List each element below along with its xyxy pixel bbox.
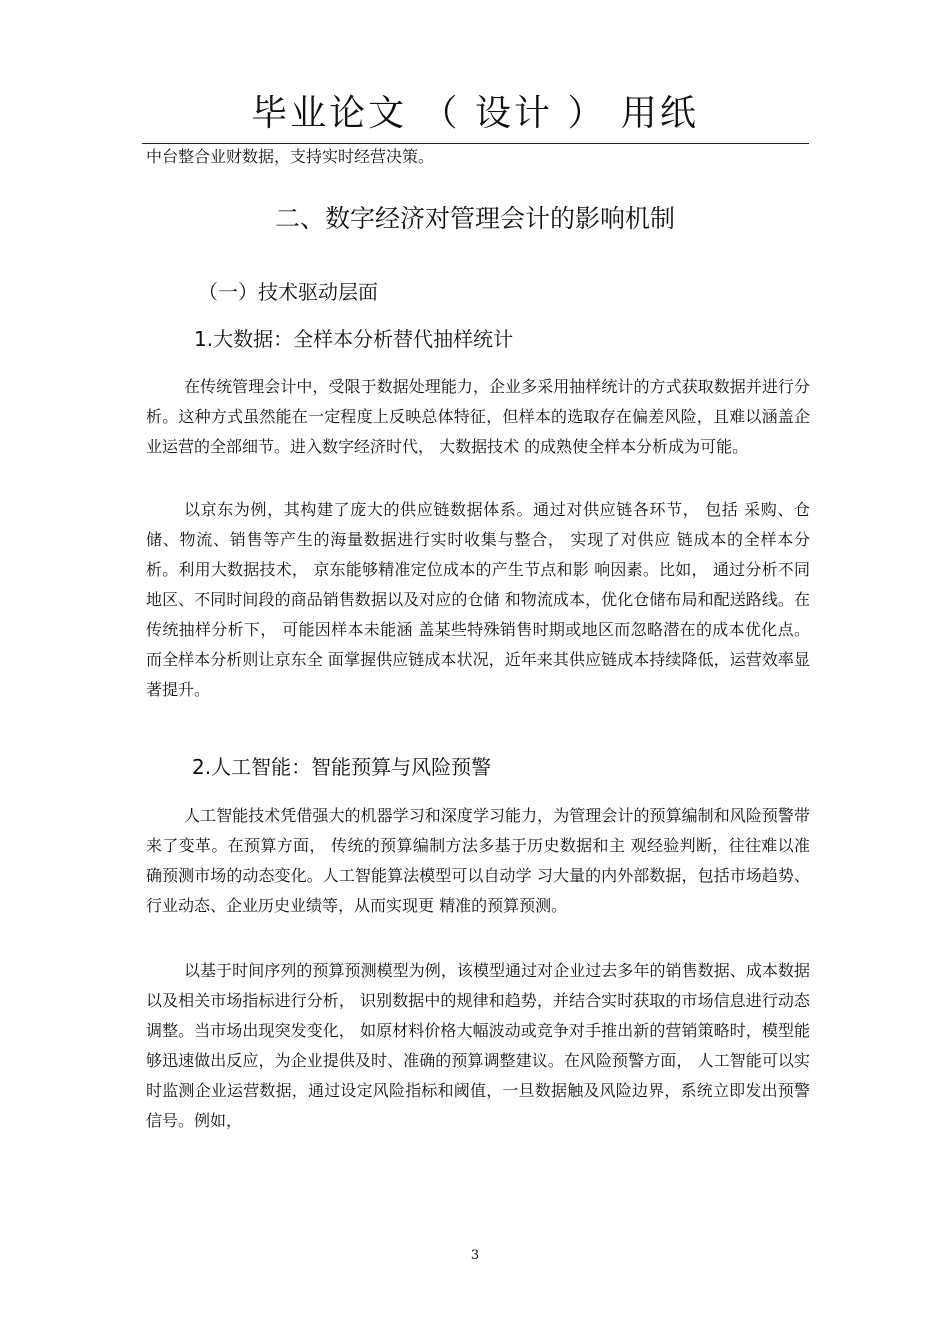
page-number: 3 [470,1248,480,1263]
paragraph-jd-example: 以京东为例，其构建了庞大的供应链数据体系。通过对供应链各环节， 包括 采购、仓储、物流、销售等产生的海量数据进行实时收集与整合， 实现了对供应 链成本的全样本分析。利用大数据技术， 京东能够精准定位成本的产生节点和影 响因素。比如， 通过分析不同地区、不同时间段的商品销售数据以及对应的仓储 和物流成本，优化仓储布局和配送路线。在传统抽样分析下， 可能因样本未能涵 盖某些特殊销售时期或地区而忽略潜在的成本优化点。而全样本分析则让京东全 面掌握供应链成本状况，近年来其供应链成本持续降低，运营效率显著提升。 [146,500,810,699]
subsection-heading-1: 1.大数据：全样本分析替代抽样统计 [194,327,514,351]
section-heading: （一）技术驱动层面 [198,280,378,304]
paragraph-ai-intro: 人工智能技术凭借强大的机器学习和深度学习能力，为管理会计的预算编制和风险预警带来了变革。在预算方面， 传统的预算编制方法多基于历史数据和主 观经验判断，往往难以准确预测市场的动态变化。人工智能算法模型可以自动学 习大量的内外部数据，包括市场趋势、行业动态、企业历史业绩等，从而实现更 精准的预算预测。 [146,806,810,915]
page-header-title: 毕业论文 （ 设计 ） 用纸 [251,93,699,134]
continuation-text: 中台整合业财数据，支持实时经营决策。 [146,147,435,166]
subsection-heading-2: 2.人工智能：智能预算与风险预警 [192,755,492,779]
paragraph-time-series-model: 以基于时间序列的预算预测模型为例，该模型通过对企业过去多年的销售数据、成本数据以及相关市场指标进行分析， 识别数据中的规律和趋势，并结合实时获取的市场信息进行动态调整。当市场出现突发变化， 如原材料价格大幅波动或竞争对手推出新的营销策略时，模型能够迅速做出反应，为企业提供及时、准确的预算调整建议。在风险预警方面， 人工智能可以实时监测企业运营数据，通过设定风险指标和阈值，一旦数据触及风险边界，系统立即发出预警信号。例如， [146,961,810,1130]
chapter-heading: 二、数字经济对管理会计的影响机制 [274,204,675,233]
paragraph-big-data-intro: 在传统管理会计中，受限于数据处理能力，企业多采用抽样统计的方式获取数据并进行分析。这种方式虽然能在一定程度上反映总体特征，但样本的选取存在偏差风险，且难以涵盖企业运营的全部细节。进入数字经济时代， 大数据技术 的成熟使全样本分析成为可能。 [146,377,810,456]
